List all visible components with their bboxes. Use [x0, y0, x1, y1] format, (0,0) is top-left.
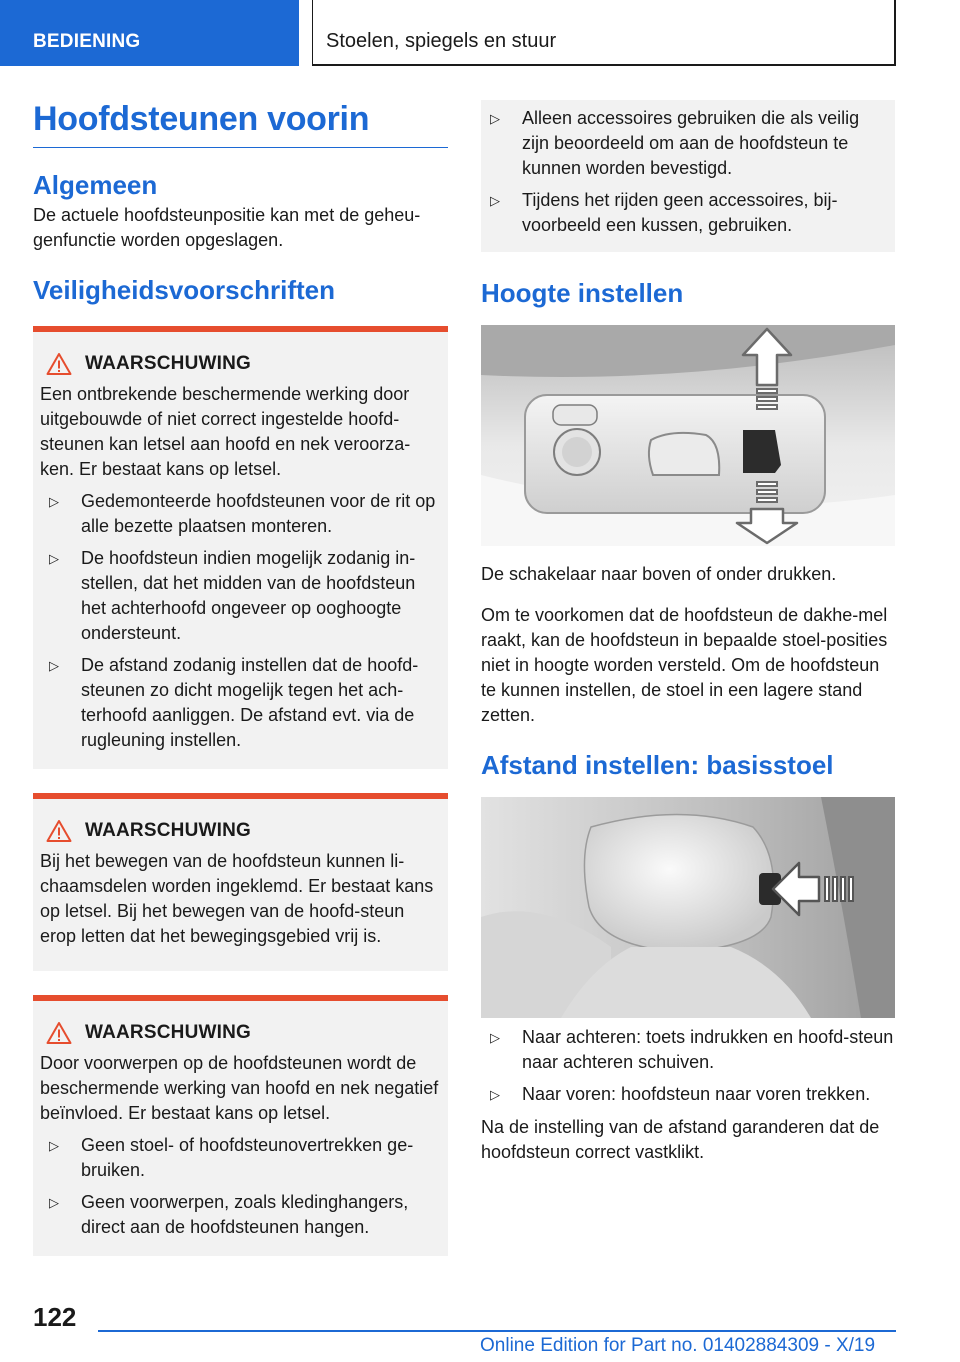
warning-title: WAARSCHUWING — [85, 353, 251, 374]
list-item: ▷ Geen voorwerpen, zoals kledinghangers, direct aan de hoofdsteunen hangen. — [49, 1192, 409, 1237]
bullet-triangle-icon: ▷ — [490, 193, 500, 208]
bullet-triangle-icon: ▷ — [49, 494, 59, 509]
right-column — [481, 100, 895, 1165]
list-item: ▷ De hoofdsteun indien mogelijk zodanig in-stellen, dat het midden van de hoofdsteun het achterhoofd ongeveer op ooghoogte ondersteunt. — [49, 548, 416, 643]
warning-text: Een ontbrekende beschermende werking door uitgebouwde of niet correct ingestelde hoofd-steunen kan letsel aan hoofd en nek veroorza-ken. Er bestaat kans op letsel. — [40, 384, 411, 479]
bullet-triangle-icon: ▷ — [49, 551, 59, 566]
list-item: ▷ Naar achteren: toets indrukken en hoofd-steun naar achteren schuiven. — [490, 1027, 894, 1072]
warning-continuation-box — [481, 100, 895, 252]
distance-list — [481, 1025, 895, 1107]
warning-box — [33, 995, 448, 1256]
bullet-triangle-icon: ▷ — [490, 1087, 500, 1102]
edition-note: Online Edition for Part no. 01402884309 - X/19 — [480, 1335, 876, 1356]
distance-heading: Afstand instellen: basisstoel — [481, 750, 834, 780]
section-label: BEDIENING — [33, 31, 141, 52]
chapter-label: Stoelen, spiegels en stuur — [326, 30, 557, 52]
safety-heading: Veiligheidsvoorschriften — [33, 275, 335, 305]
seat-switch-photo — [481, 325, 895, 546]
bullet-triangle-icon: ▷ — [490, 111, 500, 126]
bullet-triangle-icon: ▷ — [49, 1195, 59, 1210]
list-item: ▷ Naar voren: hoofdsteun naar voren trekken. — [481, 1082, 895, 1107]
warning-title: WAARSCHUWING — [85, 1022, 251, 1043]
list-item: ▷ Tijdens het rijden geen accessoires, bij-voorbeeld een kussen, gebruiken. — [490, 190, 838, 235]
page-title: Hoofdsteunen voorin — [33, 100, 448, 148]
bullet-triangle-icon: ▷ — [49, 658, 59, 673]
general-text: De actuele hoofdsteunpositie kan met de geheu-genfunctie worden opgeslagen. — [33, 205, 421, 250]
section-tab — [0, 0, 299, 66]
headrest-photo — [481, 797, 895, 1018]
height-heading: Hoogte instellen — [481, 278, 684, 308]
warning-triangle-icon — [46, 819, 72, 843]
general-heading: Algemeen — [33, 170, 158, 200]
list-item: ▷ De afstand zodanig instellen dat de hoofd-steunen zo dicht mogelijk tegen het ach-terhoofd aanliggen. De afstand evt. via de rugleuning instellen. — [49, 655, 419, 750]
list-item: ▷ Alleen accessoires gebruiken die als veilig zijn beoordeeld om aan de hoofdsteun te kunnen worden bevestigd. — [490, 108, 860, 178]
height-text: Om te voorkomen dat de hoofdsteun de dakhe-mel raakt, kan de hoofdsteun in bepaalde stoel-posities niet in hoogte worden versteld. Om de hoofdsteun te kunnen instellen, de stoel in een lagere stand zetten. — [481, 605, 888, 725]
bullet-triangle-icon: ▷ — [49, 1138, 59, 1153]
left-column — [33, 100, 448, 1256]
warning-text: Bij het bewegen van de hoofdsteun kunnen li-chaamsdelen worden ingeklemd. Er bestaat kans op letsel. Bij het bewegen van de hoofd-steun erop letten dat het bewegingsgebied vrij is. — [40, 851, 434, 946]
warning-list — [40, 1133, 440, 1240]
warning-triangle-icon — [46, 352, 72, 376]
warning-title: WAARSCHUWING — [85, 820, 251, 841]
continued-list — [481, 106, 885, 238]
list-item: ▷ Gedemonteerde hoofdsteunen voor de rit op alle bezette plaatsen monteren. — [49, 491, 436, 536]
bullet-triangle-icon: ▷ — [490, 1030, 500, 1045]
warning-box — [33, 326, 448, 769]
distance-text: Na de instelling van de afstand garanderen dat de hoofdsteun correct vastklikt. — [481, 1117, 880, 1162]
warning-text: Door voorwerpen op de hoofdsteunen wordt de beschermende werking van hoofd en nek negatief beïnvloed. Er bestaat kans op letsel. — [40, 1053, 439, 1123]
chapter-header — [312, 0, 896, 66]
height-caption: De schakelaar naar boven of onder drukken. — [481, 564, 837, 584]
page-number: 122 — [33, 1302, 77, 1332]
warning-list — [40, 489, 440, 753]
warning-box — [33, 793, 448, 971]
footer-divider — [98, 1330, 896, 1332]
list-item: ▷ Geen stoel- of hoofdsteunovertrekken ge-bruiken. — [49, 1135, 414, 1180]
warning-triangle-icon — [46, 1021, 72, 1045]
